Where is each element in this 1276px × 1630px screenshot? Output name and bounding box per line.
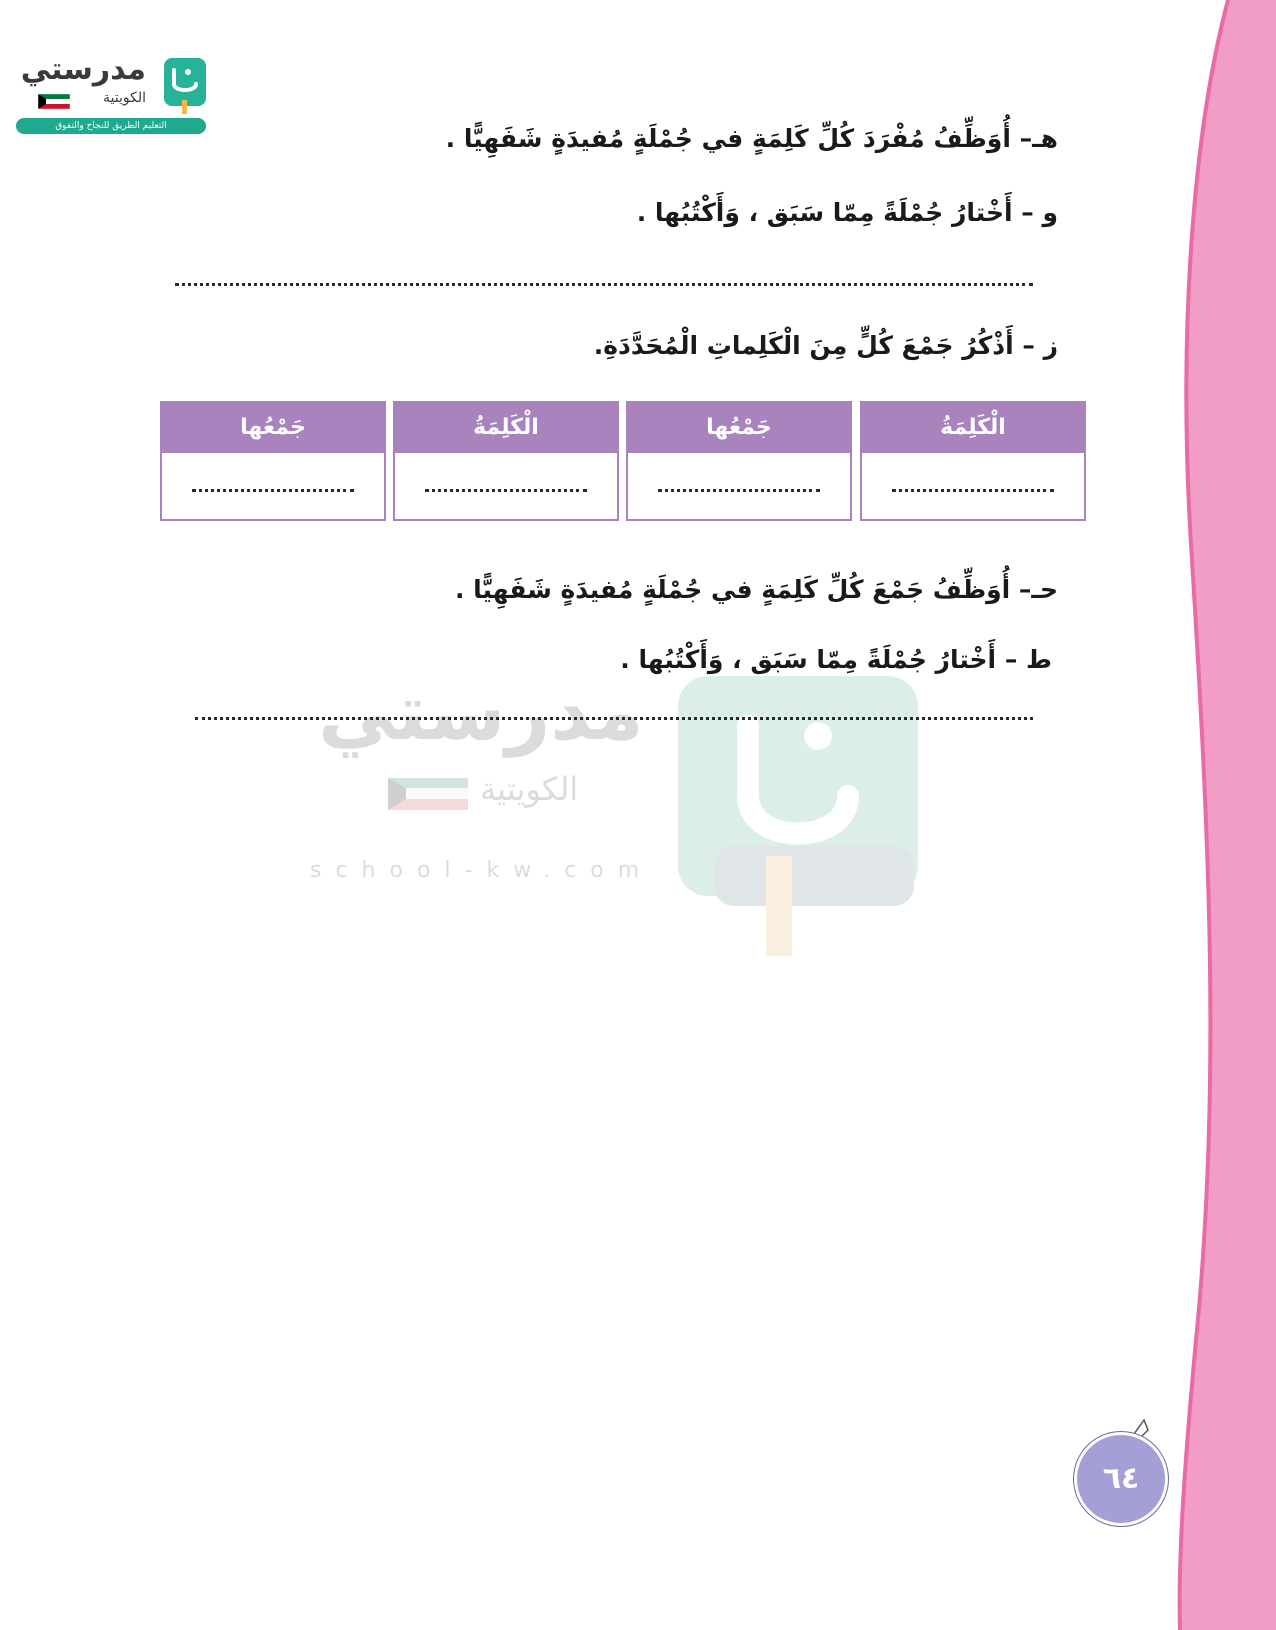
exercise-z: ز – أَذْكُرُ جَمْعَ كُلٍّ مِنَ الْكَلِماتِ الْمُحَدَّدَةِ. [593, 331, 1058, 360]
watermark-flag-icon [388, 778, 468, 810]
table-answer-blank[interactable] [192, 489, 354, 492]
table-column-plural-2 [160, 401, 386, 521]
table-answer-blank[interactable] [892, 489, 1054, 492]
table-header-plural-2: جَمْعُها [162, 403, 384, 453]
table-answer-blank[interactable] [425, 489, 587, 492]
watermark-url: school-kw.com [310, 858, 654, 883]
table-header-plural-1: جَمْعُها [628, 403, 850, 453]
plural-answer-table [160, 401, 1088, 523]
site-logo [16, 52, 208, 134]
page-number-badge [1068, 1418, 1168, 1528]
table-header-word-2: الْكَلِمَةُ [395, 403, 617, 453]
table-column-plural-1 [626, 401, 852, 521]
kuwait-flag-icon [38, 94, 70, 109]
watermark-subtitle: الكويتية [480, 770, 579, 808]
page-number: ٦٤ [1074, 1432, 1168, 1526]
logo-tagline: التعليم الطريق للنجاح والتفوق [16, 118, 206, 134]
answer-line-w[interactable] [175, 283, 1033, 286]
table-header-word-1: الْكَلِمَةُ [862, 403, 1084, 453]
exercise-h: هـ– أُوَظِّفُ مُفْرَدَ كُلِّ كَلِمَةٍ في جُمْلَةٍ مُفيدَةٍ شَفَهِيًّا . [445, 124, 1058, 153]
logo-subtitle: الكويتية [103, 90, 146, 106]
exercise-haa: حـ– أُوَظِّفُ جَمْعَ كُلِّ كَلِمَةٍ في جُمْلَةٍ مُفيدَةٍ شَفَهِيًّا . [454, 575, 1058, 604]
exercise-taa: ط – أَخْتارُ جُمْلَةً مِمّا سَبَق ، وَأَكْتُبُها . [620, 645, 1052, 674]
book-logo-icon [162, 58, 208, 114]
watermark-title: مدرستي [318, 668, 644, 758]
exercise-w: و – أَخْتارُ جُمْلَةً مِمّا سَبَق ، وَأَكْتُبُها . [636, 198, 1058, 227]
answer-line-taa[interactable] [195, 717, 1033, 720]
watermark [300, 660, 960, 970]
table-column-word-2 [393, 401, 619, 521]
table-answer-blank[interactable] [658, 489, 820, 492]
logo-title: مدرستي [20, 52, 146, 87]
decorative-side-band [1156, 0, 1276, 1630]
table-column-word-1 [860, 401, 1086, 521]
